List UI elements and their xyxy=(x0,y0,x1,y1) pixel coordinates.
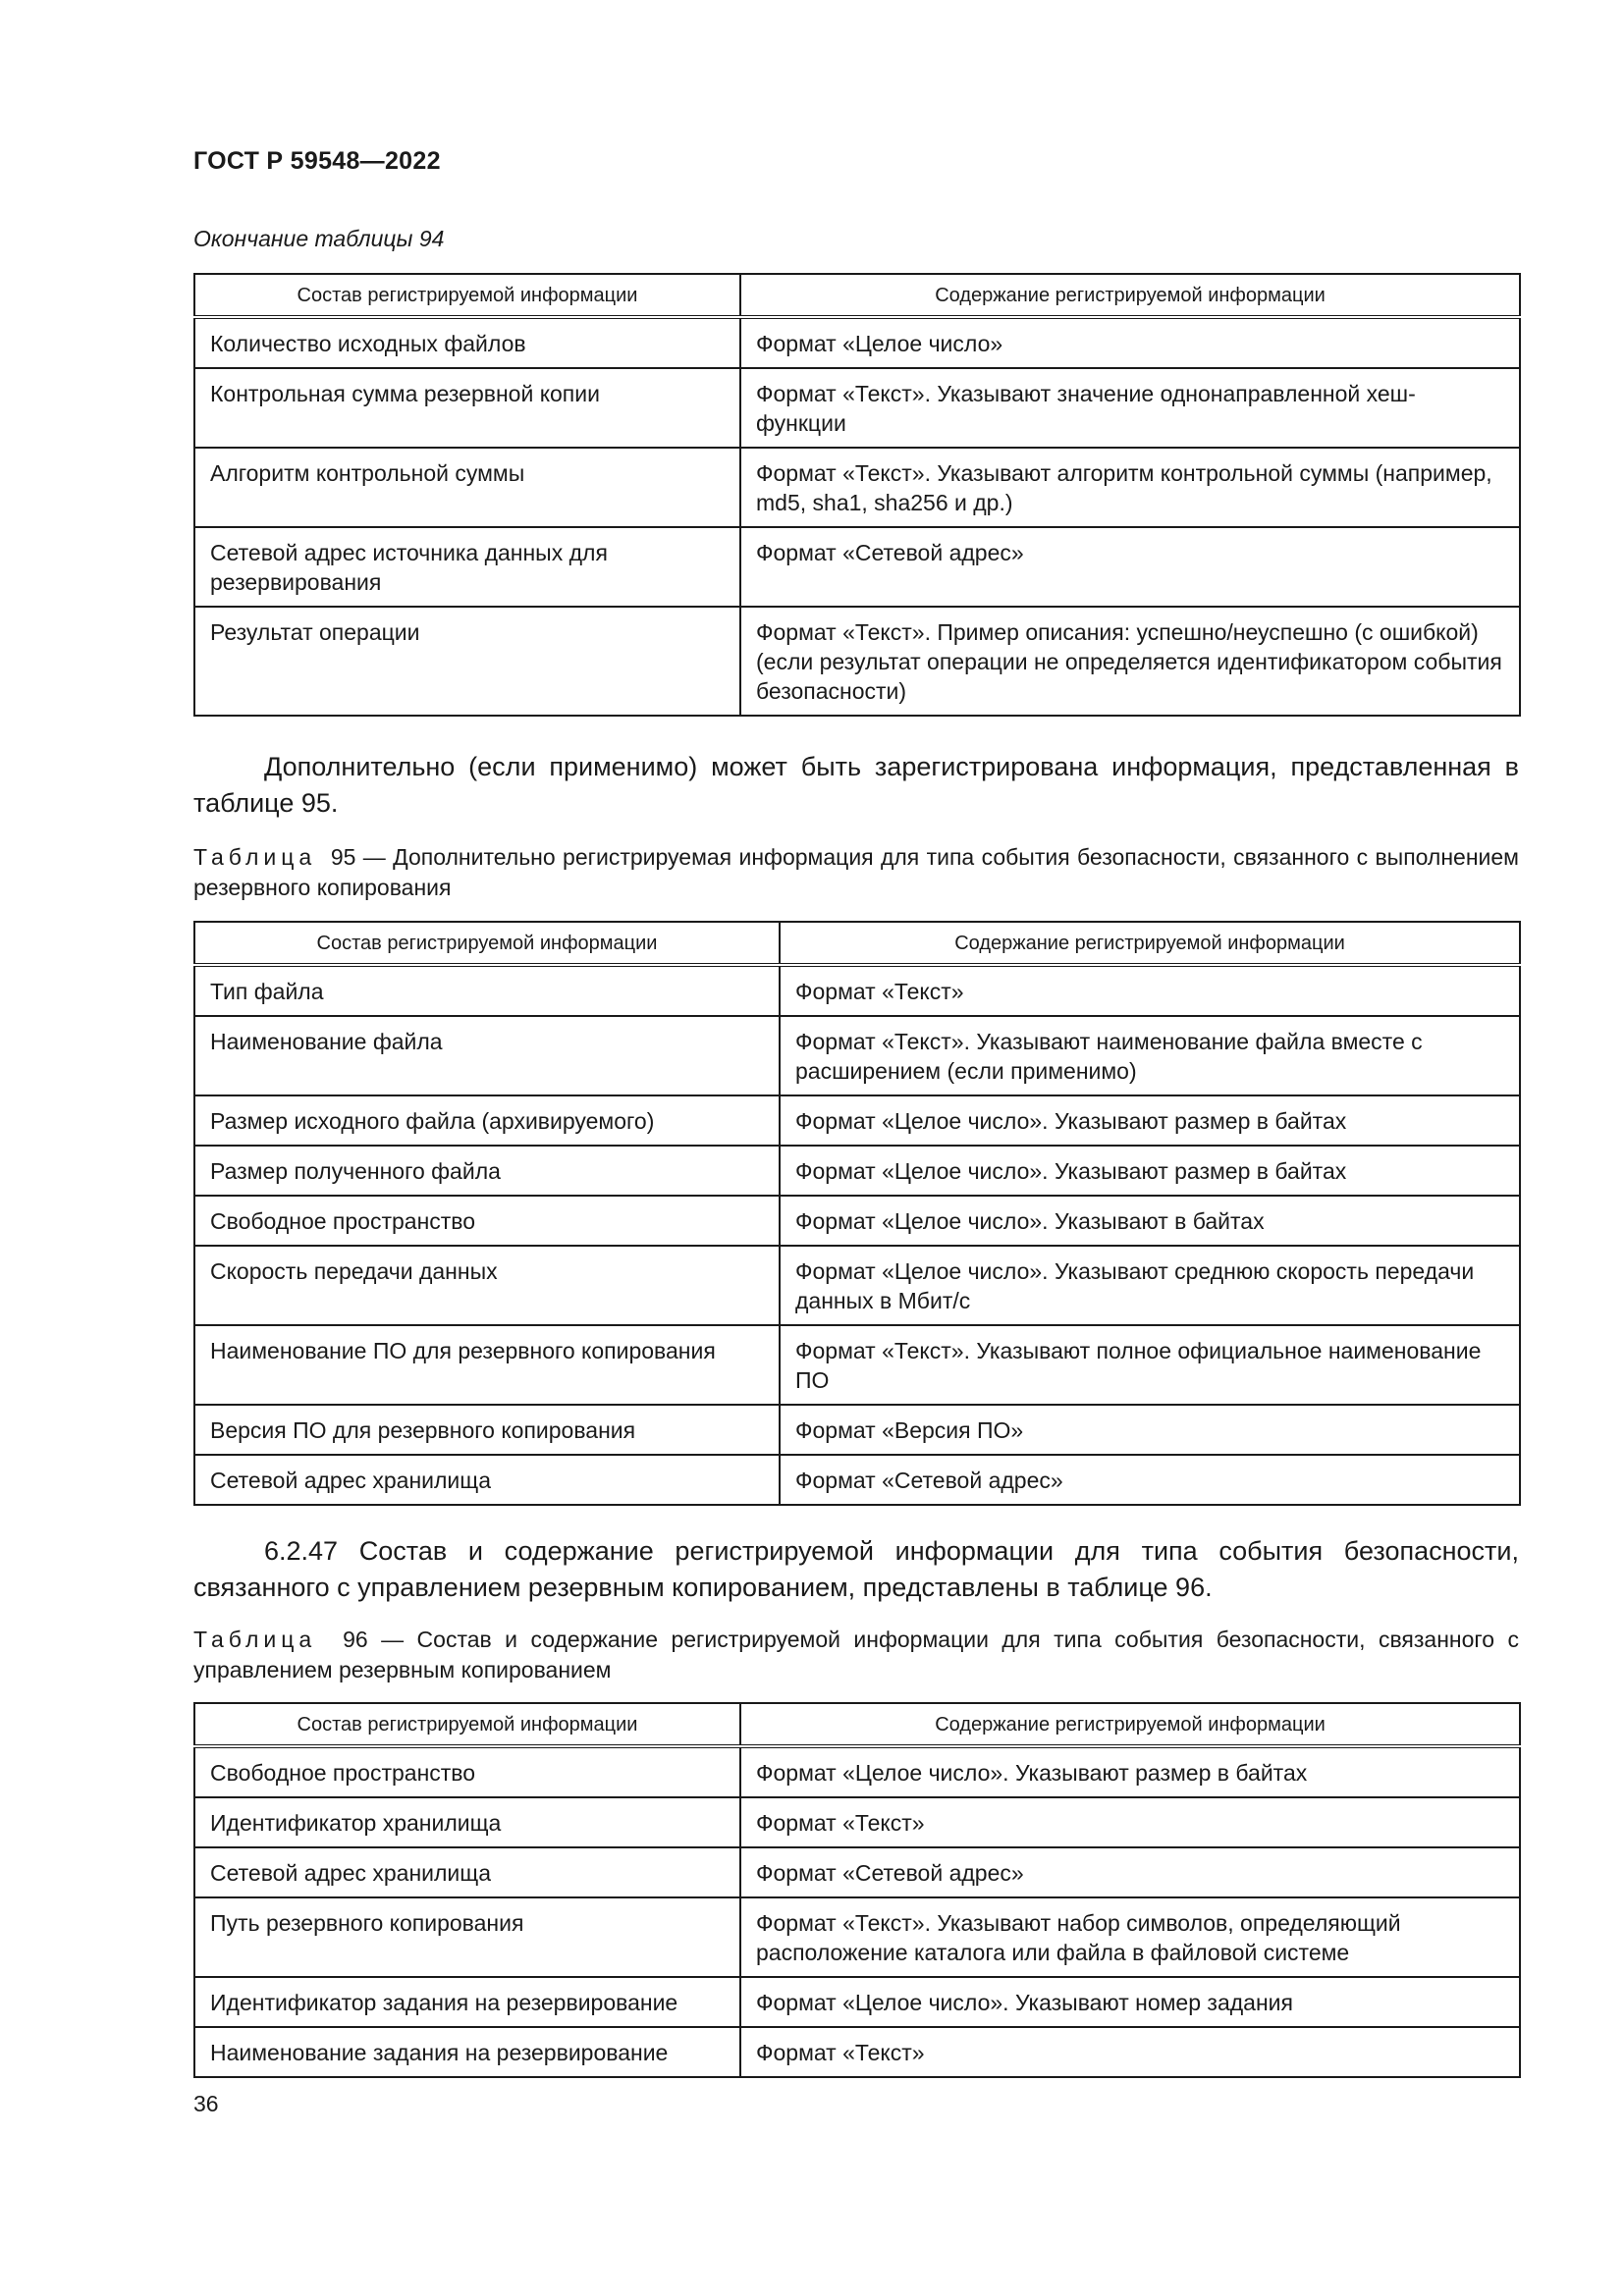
column-header: Содержание регистрируемой информации xyxy=(740,1703,1520,1746)
table-header-row xyxy=(194,274,1520,317)
paragraph-additional-info xyxy=(193,749,1519,822)
table-row xyxy=(194,1847,1520,1897)
table-cell: Контрольная сумма резервной копии xyxy=(194,368,740,448)
table-cell: Формат «Сетевой адрес» xyxy=(740,1847,1520,1897)
table-cell: Формат «Текст». Указывают значение однонаправленной хеш-функции xyxy=(740,368,1520,448)
table-cell: Тип файла xyxy=(194,965,780,1016)
table-95 xyxy=(193,921,1521,1506)
table-cell: Формат «Целое число». Указывают размер в байтах xyxy=(740,1746,1520,1797)
table-cell: Формат «Целое число». Указывают среднюю скорость передачи данных в Мбит/с xyxy=(780,1246,1520,1325)
table-title-text: 96 — Состав и содержание регистрируемой информации для типа события безопасности, связанного с управлением резервным копированием xyxy=(193,1627,1519,1682)
table-row xyxy=(194,1246,1520,1325)
table-row xyxy=(194,1746,1520,1797)
document-id: ГОСТ Р 59548—2022 xyxy=(193,147,441,175)
page-number: 36 xyxy=(193,2091,219,2116)
table-95-title xyxy=(193,842,1519,903)
table-row xyxy=(194,965,1520,1016)
table-row xyxy=(194,527,1520,607)
paragraph-section-6-2-47 xyxy=(193,1533,1519,1606)
table-row xyxy=(194,1455,1520,1505)
paragraph-text: 6.2.47 Состав и содержание регистрируемой информации для типа события безопасности, связанного с управлением резервным копированием, представлены в таблице 96. xyxy=(193,1536,1519,1602)
table-cell: Версия ПО для резервного копирования xyxy=(194,1405,780,1455)
table-94 xyxy=(193,273,1521,717)
column-header: Содержание регистрируемой информации xyxy=(740,274,1520,317)
table-cell: Свободное пространство xyxy=(194,1196,780,1246)
table-cell: Формат «Текст» xyxy=(740,1797,1520,1847)
table-cell: Формат «Текст». Указывают алгоритм контрольной суммы (например, md5, sha1, sha256 и др.) xyxy=(740,448,1520,527)
table-cell: Размер исходного файла (архивируемого) xyxy=(194,1095,780,1146)
table-row xyxy=(194,607,1520,716)
table-cell: Сетевой адрес хранилища xyxy=(194,1455,780,1505)
table-row xyxy=(194,1897,1520,1977)
table-row xyxy=(194,2027,1520,2077)
table-cell: Формат «Текст». Указывают набор символов, определяющий расположение каталога или файла в файловой системе xyxy=(740,1897,1520,1977)
table-cell: Формат «Текст». Пример описания: успешно/неуспешно (с ошибкой) (если результат операции не определяется идентификатором события безопасности) xyxy=(740,607,1520,716)
table-label: Таблица xyxy=(193,844,317,870)
column-header: Состав регистрируемой информации xyxy=(194,274,740,317)
table-row xyxy=(194,448,1520,527)
table-cell: Формат «Целое число». Указывают размер в байтах xyxy=(780,1095,1520,1146)
table-row xyxy=(194,1405,1520,1455)
column-header: Состав регистрируемой информации xyxy=(194,922,780,965)
table-cell: Путь резервного копирования xyxy=(194,1897,740,1977)
table-row xyxy=(194,1196,1520,1246)
table-cell: Формат «Текст». Указывают наименование файла вместе с расширением (если применимо) xyxy=(780,1016,1520,1095)
table-96-title xyxy=(193,1625,1519,1685)
table-cell: Размер полученного файла xyxy=(194,1146,780,1196)
table-cell: Сетевой адрес источника данных для резервирования xyxy=(194,527,740,607)
table-cell: Формат «Целое число» xyxy=(740,317,1520,368)
table-cell: Результат операции xyxy=(194,607,740,716)
table-header-row xyxy=(194,922,1520,965)
table-96 xyxy=(193,1702,1521,2078)
table-row xyxy=(194,1016,1520,1095)
table-label: Таблица xyxy=(193,1627,317,1652)
table-row xyxy=(194,1797,1520,1847)
table-cell: Формат «Целое число». Указывают в байтах xyxy=(780,1196,1520,1246)
table-cell: Идентификатор хранилища xyxy=(194,1797,740,1847)
table-cell: Алгоритм контрольной суммы xyxy=(194,448,740,527)
table-cell: Формат «Сетевой адрес» xyxy=(740,527,1520,607)
table-cell: Формат «Версия ПО» xyxy=(780,1405,1520,1455)
table-cell: Формат «Сетевой адрес» xyxy=(780,1455,1520,1505)
table-cell: Количество исходных файлов xyxy=(194,317,740,368)
column-header: Состав регистрируемой информации xyxy=(194,1703,740,1746)
table-cell: Формат «Текст» xyxy=(740,2027,1520,2077)
table-cell: Сетевой адрес хранилища xyxy=(194,1847,740,1897)
table-cell: Свободное пространство xyxy=(194,1746,740,1797)
table-title-text: 95 — Дополнительно регистрируемая информация для типа события безопасности, связанного с выполнением резервного копирования xyxy=(193,844,1519,900)
table-94-continuation-caption: Окончание таблицы 94 xyxy=(193,226,445,251)
column-header: Содержание регистрируемой информации xyxy=(780,922,1520,965)
table-row xyxy=(194,368,1520,448)
table-cell: Наименование ПО для резервного копирования xyxy=(194,1325,780,1405)
table-row xyxy=(194,1977,1520,2027)
table-header-row xyxy=(194,1703,1520,1746)
table-cell: Формат «Текст» xyxy=(780,965,1520,1016)
table-cell: Формат «Целое число». Указывают размер в байтах xyxy=(780,1146,1520,1196)
table-cell: Идентификатор задания на резервирование xyxy=(194,1977,740,2027)
paragraph-text: Дополнительно (если применимо) может быть зарегистрирована информация, представленная в таблице 95. xyxy=(193,752,1519,818)
table-row xyxy=(194,1146,1520,1196)
table-row xyxy=(194,317,1520,368)
table-row xyxy=(194,1325,1520,1405)
table-cell: Формат «Целое число». Указывают номер задания xyxy=(740,1977,1520,2027)
table-cell: Формат «Текст». Указывают полное официальное наименование ПО xyxy=(780,1325,1520,1405)
table-cell: Наименование файла xyxy=(194,1016,780,1095)
table-row xyxy=(194,1095,1520,1146)
table-cell: Скорость передачи данных xyxy=(194,1246,780,1325)
table-cell: Наименование задания на резервирование xyxy=(194,2027,740,2077)
